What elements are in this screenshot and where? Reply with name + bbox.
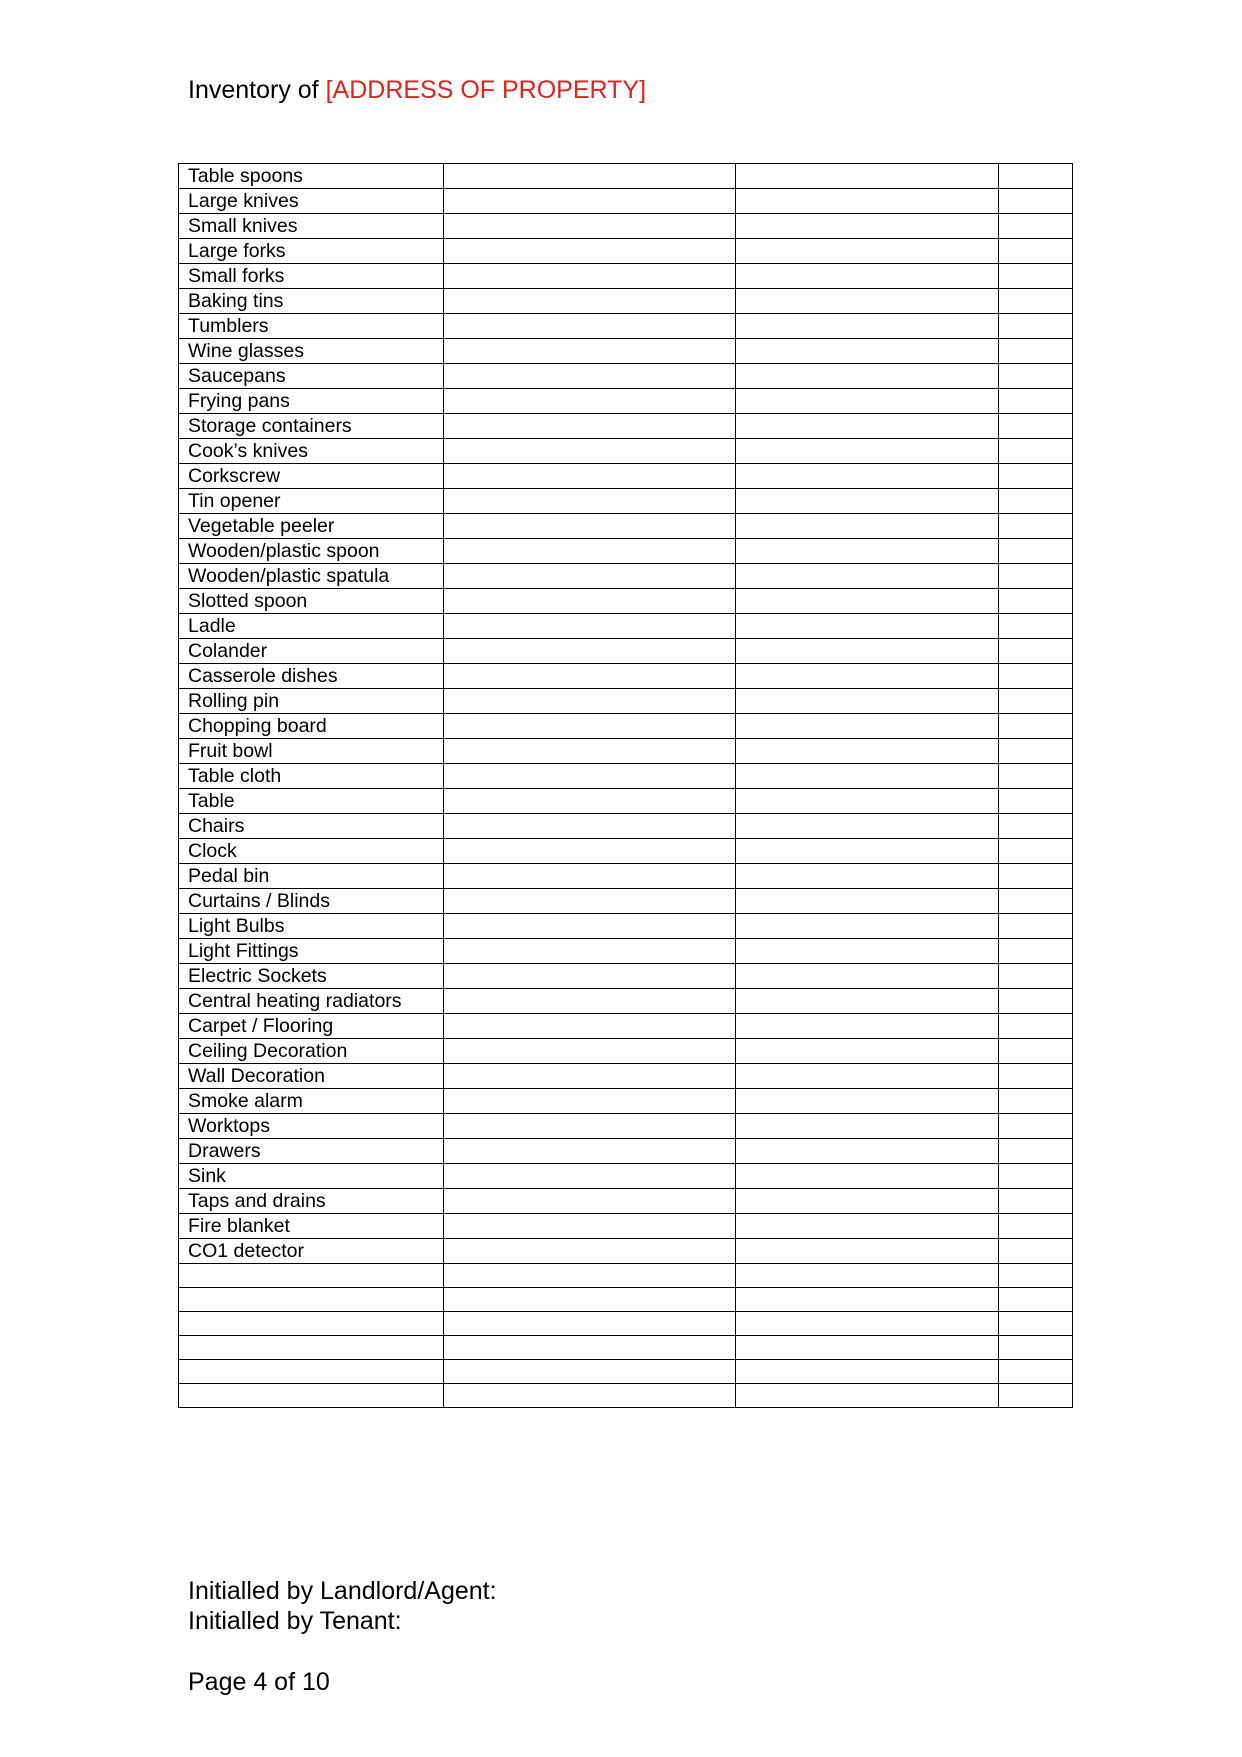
description-cell xyxy=(444,464,736,489)
description-cell xyxy=(444,864,736,889)
item-name-cell: Drawers xyxy=(179,1139,444,1164)
item-name-cell xyxy=(179,1264,444,1288)
table-row xyxy=(179,1114,1073,1139)
quantity-cell xyxy=(999,989,1073,1014)
description-cell xyxy=(444,664,736,689)
condition-cell xyxy=(736,489,999,514)
table-row xyxy=(179,339,1073,364)
table-row xyxy=(179,214,1073,239)
description-cell xyxy=(444,339,736,364)
condition-cell xyxy=(736,1014,999,1039)
table-row xyxy=(179,189,1073,214)
item-name-cell: CO1 detector xyxy=(179,1239,444,1264)
description-cell xyxy=(444,1239,736,1264)
item-name-cell xyxy=(179,1312,444,1336)
quantity-cell xyxy=(999,889,1073,914)
item-name-cell: Taps and drains xyxy=(179,1189,444,1214)
item-name-cell: Central heating radiators xyxy=(179,989,444,1014)
item-name-cell: Chairs xyxy=(179,814,444,839)
condition-cell xyxy=(736,1239,999,1264)
table-row xyxy=(179,1164,1073,1189)
condition-cell xyxy=(736,1189,999,1214)
quantity-cell xyxy=(999,1089,1073,1114)
table-row xyxy=(179,764,1073,789)
quantity-cell xyxy=(999,839,1073,864)
condition-cell xyxy=(736,714,999,739)
condition-cell xyxy=(736,839,999,864)
quantity-cell xyxy=(999,589,1073,614)
table-row xyxy=(179,1214,1073,1239)
quantity-cell xyxy=(999,614,1073,639)
description-cell xyxy=(444,214,736,239)
item-name-cell: Electric Sockets xyxy=(179,964,444,989)
description-cell xyxy=(444,939,736,964)
quantity-cell xyxy=(999,1360,1073,1384)
condition-cell xyxy=(736,464,999,489)
quantity-cell xyxy=(999,714,1073,739)
quantity-cell xyxy=(999,314,1073,339)
quantity-cell xyxy=(999,1384,1073,1408)
table-row xyxy=(179,1239,1073,1264)
quantity-cell xyxy=(999,639,1073,664)
table-row xyxy=(179,1064,1073,1089)
address-placeholder: [ADDRESS OF PROPERTY] xyxy=(325,76,647,104)
table-row xyxy=(179,364,1073,389)
inventory-table xyxy=(178,163,1073,1408)
quantity-cell xyxy=(999,189,1073,214)
table-row xyxy=(179,264,1073,289)
table-row xyxy=(179,889,1073,914)
quantity-cell xyxy=(999,1114,1073,1139)
description-cell xyxy=(444,639,736,664)
condition-cell xyxy=(736,889,999,914)
item-name-cell: Clock xyxy=(179,839,444,864)
description-cell xyxy=(444,1288,736,1312)
item-name-cell: Wall Decoration xyxy=(179,1064,444,1089)
condition-cell xyxy=(736,1089,999,1114)
description-cell xyxy=(444,764,736,789)
condition-cell xyxy=(736,1312,999,1336)
quantity-cell xyxy=(999,689,1073,714)
table-row xyxy=(179,1312,1073,1336)
item-name-cell: Pedal bin xyxy=(179,864,444,889)
quantity-cell xyxy=(999,464,1073,489)
header-prefix: Inventory of xyxy=(188,76,319,104)
item-name-cell: Large forks xyxy=(179,239,444,264)
description-cell xyxy=(444,1312,736,1336)
quantity-cell xyxy=(999,864,1073,889)
item-name-cell: Saucepans xyxy=(179,364,444,389)
table-row xyxy=(179,514,1073,539)
quantity-cell xyxy=(999,339,1073,364)
item-name-cell: Casserole dishes xyxy=(179,664,444,689)
condition-cell xyxy=(736,514,999,539)
table-row xyxy=(179,389,1073,414)
description-cell xyxy=(444,1360,736,1384)
quantity-cell xyxy=(999,964,1073,989)
table-row xyxy=(179,414,1073,439)
item-name-cell: Wooden/plastic spatula xyxy=(179,564,444,589)
condition-cell xyxy=(736,189,999,214)
condition-cell xyxy=(736,214,999,239)
table-row xyxy=(179,489,1073,514)
item-name-cell: Worktops xyxy=(179,1114,444,1139)
description-cell xyxy=(444,489,736,514)
description-cell xyxy=(444,1214,736,1239)
table-row xyxy=(179,689,1073,714)
quantity-cell xyxy=(999,364,1073,389)
item-name-cell: Ladle xyxy=(179,614,444,639)
item-name-cell xyxy=(179,1360,444,1384)
description-cell xyxy=(444,364,736,389)
table-row xyxy=(179,289,1073,314)
item-name-cell: Table cloth xyxy=(179,764,444,789)
item-name-cell: Cook’s knives xyxy=(179,439,444,464)
table-row xyxy=(179,639,1073,664)
description-cell xyxy=(444,614,736,639)
description-cell xyxy=(444,564,736,589)
item-name-cell: Large knives xyxy=(179,189,444,214)
inventory-table-body xyxy=(179,164,1073,1408)
item-name-cell: Fire blanket xyxy=(179,1214,444,1239)
table-row xyxy=(179,1360,1073,1384)
item-name-cell: Carpet / Flooring xyxy=(179,1014,444,1039)
quantity-cell xyxy=(999,264,1073,289)
item-name-cell: Wine glasses xyxy=(179,339,444,364)
item-name-cell: Table xyxy=(179,789,444,814)
description-cell xyxy=(444,264,736,289)
quantity-cell xyxy=(999,739,1073,764)
item-name-cell: Light Bulbs xyxy=(179,914,444,939)
quantity-cell xyxy=(999,289,1073,314)
condition-cell xyxy=(736,389,999,414)
description-cell xyxy=(444,839,736,864)
description-cell xyxy=(444,739,736,764)
table-row xyxy=(179,789,1073,814)
quantity-cell xyxy=(999,539,1073,564)
quantity-cell xyxy=(999,239,1073,264)
description-cell xyxy=(444,689,736,714)
description-cell xyxy=(444,889,736,914)
table-row xyxy=(179,1384,1073,1408)
item-name-cell: Light Fittings xyxy=(179,939,444,964)
table-row xyxy=(179,1014,1073,1039)
table-row xyxy=(179,564,1073,589)
item-name-cell: Tumblers xyxy=(179,314,444,339)
description-cell xyxy=(444,1384,736,1408)
page-number: Page 4 of 10 xyxy=(188,1668,330,1696)
description-cell xyxy=(444,239,736,264)
item-name-cell: Table spoons xyxy=(179,164,444,189)
quantity-cell xyxy=(999,489,1073,514)
condition-cell xyxy=(736,339,999,364)
condition-cell xyxy=(736,164,999,189)
item-name-cell: Smoke alarm xyxy=(179,1089,444,1114)
table-row xyxy=(179,939,1073,964)
condition-cell xyxy=(736,239,999,264)
description-cell xyxy=(444,539,736,564)
description-cell xyxy=(444,1039,736,1064)
table-row xyxy=(179,814,1073,839)
description-cell xyxy=(444,989,736,1014)
condition-cell xyxy=(736,639,999,664)
description-cell xyxy=(444,1089,736,1114)
condition-cell xyxy=(736,264,999,289)
condition-cell xyxy=(736,439,999,464)
table-row xyxy=(179,714,1073,739)
description-cell xyxy=(444,389,736,414)
condition-cell xyxy=(736,414,999,439)
condition-cell xyxy=(736,664,999,689)
condition-cell xyxy=(736,1114,999,1139)
description-cell xyxy=(444,1189,736,1214)
description-cell xyxy=(444,789,736,814)
condition-cell xyxy=(736,1039,999,1064)
item-name-cell: Sink xyxy=(179,1164,444,1189)
quantity-cell xyxy=(999,439,1073,464)
condition-cell xyxy=(736,1064,999,1089)
item-name-cell: Small forks xyxy=(179,264,444,289)
condition-cell xyxy=(736,364,999,389)
item-name-cell: Wooden/plastic spoon xyxy=(179,539,444,564)
item-name-cell: Frying pans xyxy=(179,389,444,414)
description-cell xyxy=(444,1264,736,1288)
condition-cell xyxy=(736,1139,999,1164)
condition-cell xyxy=(736,814,999,839)
item-name-cell: Rolling pin xyxy=(179,689,444,714)
description-cell xyxy=(444,814,736,839)
table-row xyxy=(179,314,1073,339)
condition-cell xyxy=(736,964,999,989)
item-name-cell: Tin opener xyxy=(179,489,444,514)
quantity-cell xyxy=(999,1014,1073,1039)
quantity-cell xyxy=(999,514,1073,539)
description-cell xyxy=(444,1164,736,1189)
table-row xyxy=(179,539,1073,564)
initialled-by-landlord: Initialled by Landlord/Agent: xyxy=(188,1577,497,1605)
description-cell xyxy=(444,1336,736,1360)
condition-cell xyxy=(736,1214,999,1239)
condition-cell xyxy=(736,939,999,964)
description-cell xyxy=(444,289,736,314)
quantity-cell xyxy=(999,1312,1073,1336)
quantity-cell xyxy=(999,414,1073,439)
description-cell xyxy=(444,1014,736,1039)
condition-cell xyxy=(736,289,999,314)
quantity-cell xyxy=(999,789,1073,814)
quantity-cell xyxy=(999,1264,1073,1288)
table-row xyxy=(179,1288,1073,1312)
table-row xyxy=(179,739,1073,764)
condition-cell xyxy=(736,764,999,789)
condition-cell xyxy=(736,789,999,814)
quantity-cell xyxy=(999,939,1073,964)
table-row xyxy=(179,1039,1073,1064)
condition-cell xyxy=(736,1288,999,1312)
table-row xyxy=(179,1089,1073,1114)
table-row xyxy=(179,664,1073,689)
condition-cell xyxy=(736,1360,999,1384)
item-name-cell: Corkscrew xyxy=(179,464,444,489)
description-cell xyxy=(444,314,736,339)
condition-cell xyxy=(736,589,999,614)
description-cell xyxy=(444,714,736,739)
quantity-cell xyxy=(999,1336,1073,1360)
condition-cell xyxy=(736,564,999,589)
item-name-cell: Vegetable peeler xyxy=(179,514,444,539)
table-row xyxy=(179,239,1073,264)
table-row xyxy=(179,1264,1073,1288)
condition-cell xyxy=(736,1336,999,1360)
table-row xyxy=(179,1139,1073,1164)
table-row xyxy=(179,1336,1073,1360)
quantity-cell xyxy=(999,1214,1073,1239)
item-name-cell: Small knives xyxy=(179,214,444,239)
quantity-cell xyxy=(999,214,1073,239)
quantity-cell xyxy=(999,164,1073,189)
condition-cell xyxy=(736,1264,999,1288)
description-cell xyxy=(444,164,736,189)
table-row xyxy=(179,964,1073,989)
quantity-cell xyxy=(999,814,1073,839)
page-header xyxy=(188,74,646,106)
table-row xyxy=(179,989,1073,1014)
description-cell xyxy=(444,414,736,439)
table-row xyxy=(179,589,1073,614)
description-cell xyxy=(444,1064,736,1089)
quantity-cell xyxy=(999,664,1073,689)
quantity-cell xyxy=(999,1139,1073,1164)
item-name-cell: Colander xyxy=(179,639,444,664)
quantity-cell xyxy=(999,764,1073,789)
condition-cell xyxy=(736,614,999,639)
item-name-cell: Ceiling Decoration xyxy=(179,1039,444,1064)
description-cell xyxy=(444,514,736,539)
description-cell xyxy=(444,1139,736,1164)
item-name-cell: Chopping board xyxy=(179,714,444,739)
table-row xyxy=(179,614,1073,639)
condition-cell xyxy=(736,1164,999,1189)
table-row xyxy=(179,839,1073,864)
table-row xyxy=(179,864,1073,889)
item-name-cell: Slotted spoon xyxy=(179,589,444,614)
item-name-cell xyxy=(179,1336,444,1360)
description-cell xyxy=(444,1114,736,1139)
condition-cell xyxy=(736,689,999,714)
condition-cell xyxy=(736,864,999,889)
quantity-cell xyxy=(999,1288,1073,1312)
item-name-cell: Baking tins xyxy=(179,289,444,314)
table-row xyxy=(179,439,1073,464)
condition-cell xyxy=(736,539,999,564)
quantity-cell xyxy=(999,1189,1073,1214)
table-row xyxy=(179,164,1073,189)
quantity-cell xyxy=(999,1239,1073,1264)
item-name-cell: Curtains / Blinds xyxy=(179,889,444,914)
description-cell xyxy=(444,914,736,939)
quantity-cell xyxy=(999,564,1073,589)
item-name-cell: Fruit bowl xyxy=(179,739,444,764)
quantity-cell xyxy=(999,1064,1073,1089)
item-name-cell xyxy=(179,1384,444,1408)
table-row xyxy=(179,464,1073,489)
item-name-cell xyxy=(179,1288,444,1312)
condition-cell xyxy=(736,989,999,1014)
condition-cell xyxy=(736,739,999,764)
quantity-cell xyxy=(999,914,1073,939)
description-cell xyxy=(444,189,736,214)
condition-cell xyxy=(736,1384,999,1408)
condition-cell xyxy=(736,314,999,339)
table-row xyxy=(179,1189,1073,1214)
quantity-cell xyxy=(999,1039,1073,1064)
quantity-cell xyxy=(999,1164,1073,1189)
item-name-cell: Storage containers xyxy=(179,414,444,439)
description-cell xyxy=(444,964,736,989)
initialled-by-tenant: Initialled by Tenant: xyxy=(188,1607,402,1635)
quantity-cell xyxy=(999,389,1073,414)
description-cell xyxy=(444,589,736,614)
condition-cell xyxy=(736,914,999,939)
table-row xyxy=(179,914,1073,939)
description-cell xyxy=(444,439,736,464)
